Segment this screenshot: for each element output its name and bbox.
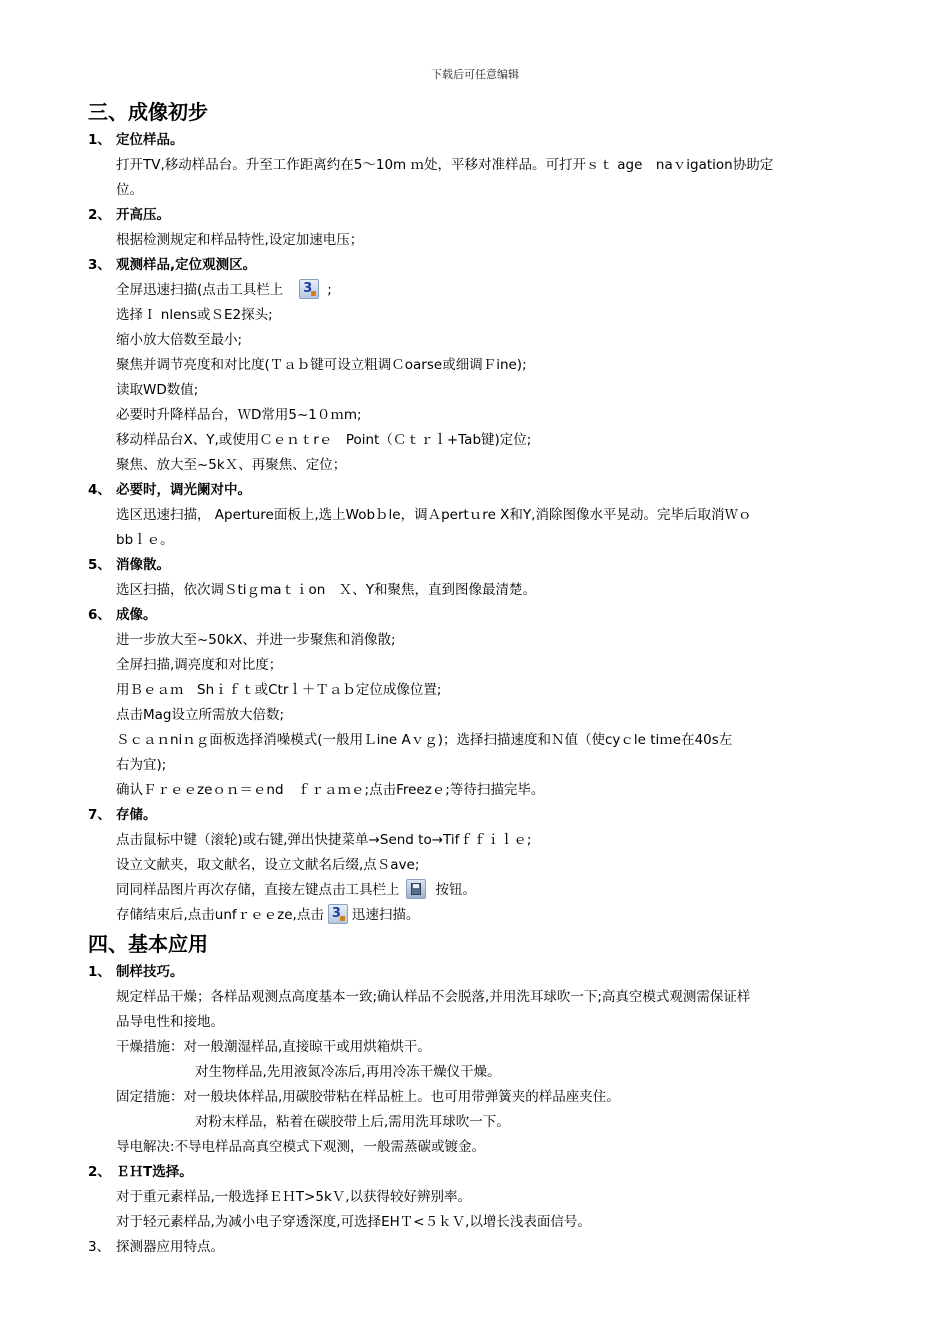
step-heading: 1、 定位样品。 [88, 132, 184, 148]
paragraph: 规定样品干燥；各样品观测点高度基本一致;确认样品不会脱落,并用洗耳球吹一下;高真空模式观测需保证样 [116, 989, 751, 1005]
step-heading: 4、 必要时，调光阑对中。 [88, 482, 251, 498]
paragraph: 对于轻元素样品,为减小电子穿透深度,可选择EHＴ<５ｋＶ,以增长浅表面信号。 [116, 1214, 591, 1230]
paragraph: 根据检测规定和样品特性,设定加速电压； [116, 232, 364, 248]
paragraph: 对于重元素样品,一般选择ＥＨT>5kＶ,以获得较好辨别率。 [116, 1189, 472, 1205]
paragraph: 聚焦、放大至~5kＸ、再聚焦、定位； [116, 457, 347, 473]
paragraph: 对生物样品,先用液氮冷冻后,再用冷冻干燥仪干燥。 [195, 1064, 501, 1080]
step-heading: 5、 消像散。 [88, 557, 170, 573]
save-icon [406, 879, 426, 899]
fast-scan-icon [299, 279, 319, 299]
paragraph: 打开TV,移动样品台。升至工作距离约在5～10m ｍ处，平移对准样品。可打开ｓｔ age naｖigation协助定 [116, 157, 774, 173]
paragraph: 设立文献夹，取文献名，设立文献名后缀,点Ｓave; [116, 857, 420, 873]
step-heading: 1、 制样技巧。 [88, 964, 184, 980]
paragraph: 同同样品图片再次存储，直接左键点击工具栏上 按钮。 [88, 878, 868, 903]
paragraph: Ｓｃａｎniｎｇ面板选择消噪模式(一般用Ｌine Aｖｇ)；选择扫描速度和Ｎ值（使cyｃle tiｍe在40s左 [116, 732, 733, 748]
paragraph: 位。 [116, 182, 143, 198]
paragraph: 品导电性和接地。 [116, 1014, 224, 1030]
section-3-title: 三、成像初步 [88, 100, 208, 124]
paragraph: 选区迅速扫描， Aperture面板上,选上Wobｂle，调Ａpertｕre X和Y,消除图像水平晃动。完毕后取消Ｗｏ [116, 507, 752, 523]
paragraph: 读取WD数值; [116, 382, 199, 398]
page-header: 下载后可任意编辑 [431, 68, 519, 81]
paragraph: 进一步放大至~50kX、并进一步聚焦和消像散; [116, 632, 396, 648]
paragraph: 对粉末样品，粘着在碳胶带上后,需用洗耳球吹一下。 [195, 1114, 510, 1130]
paragraph: 点击鼠标中键（滚轮)或右键,弹出快捷菜单→Send to→Tifｆｆｉｌｅ; [116, 832, 532, 848]
section-4-title: 四、基本应用 [88, 932, 208, 956]
paragraph: 全屏迅速扫描(点击工具栏上3 ; [88, 278, 868, 303]
paragraph: 用Ｂｅａｍ Shｉｆｔ或Ctrｌ＋Ｔａｂ定位成像位置; [116, 682, 442, 698]
step-heading: 6、 成像。 [88, 607, 157, 623]
paragraph: 固定措施：对一般块体样品,用碳胶带粘在样品桩上。也可用带弹簧夹的样品座夹住。 [116, 1089, 620, 1105]
paragraph: 缩小放大倍数至最小; [116, 332, 243, 348]
paragraph: 右为宜); [116, 757, 167, 773]
paragraph: 选择Ｉ nlens或ＳE2探头; [116, 307, 273, 323]
paragraph: 干燥措施：对一般潮湿样品,直接晾干或用烘箱烘干。 [116, 1039, 431, 1055]
document-body [88, 96, 868, 1260]
step-heading: 7、 存储。 [88, 807, 157, 823]
fast-scan-icon [328, 904, 348, 924]
paragraph: 必要时升降样品台，ＷD常用5~1０ｍm; [116, 407, 362, 423]
step-heading: 3、 观测样品,定位观测区。 [88, 257, 257, 273]
paragraph: 点击Mag设立所需放大倍数; [116, 707, 285, 723]
paragraph: 存储结束后,点击unfｒｅｅze,点击3 迅速扫描。 [88, 903, 868, 928]
step-heading: 2、 开高压。 [88, 207, 170, 223]
step-heading: 2、 ＥＨT选择。 [88, 1164, 193, 1180]
paragraph: bbｌｅ。 [116, 532, 174, 548]
paragraph: 确认Ｆｒｅｅzeｏｎ＝ｅnd ｆｒａｍｅ;点击Freezｅ;等待扫描完毕。 [116, 782, 545, 798]
paragraph: 全屏扫描,调亮度和对比度； [116, 657, 283, 673]
paragraph: 选区扫描，依次调Ｓtiｇmaｔｉon Ｘ、Y和聚焦，直到图像最清楚。 [116, 582, 537, 598]
step-heading: 3、 探测器应用特点。 [88, 1239, 224, 1255]
paragraph: 导电解决:不导电样品高真空模式下观测，一般需蒸碳或镀金。 [116, 1139, 486, 1155]
paragraph: 移动样品台X、Y,或使用Ｃｅｎｔrｅ Point（Ｃｔｒｌ+Tab键)定位; [116, 432, 532, 448]
paragraph: 聚焦并调节亮度和对比度(Ｔａｂ键可设立粗调Ｃoarse或细调Ｆine); [116, 357, 527, 373]
